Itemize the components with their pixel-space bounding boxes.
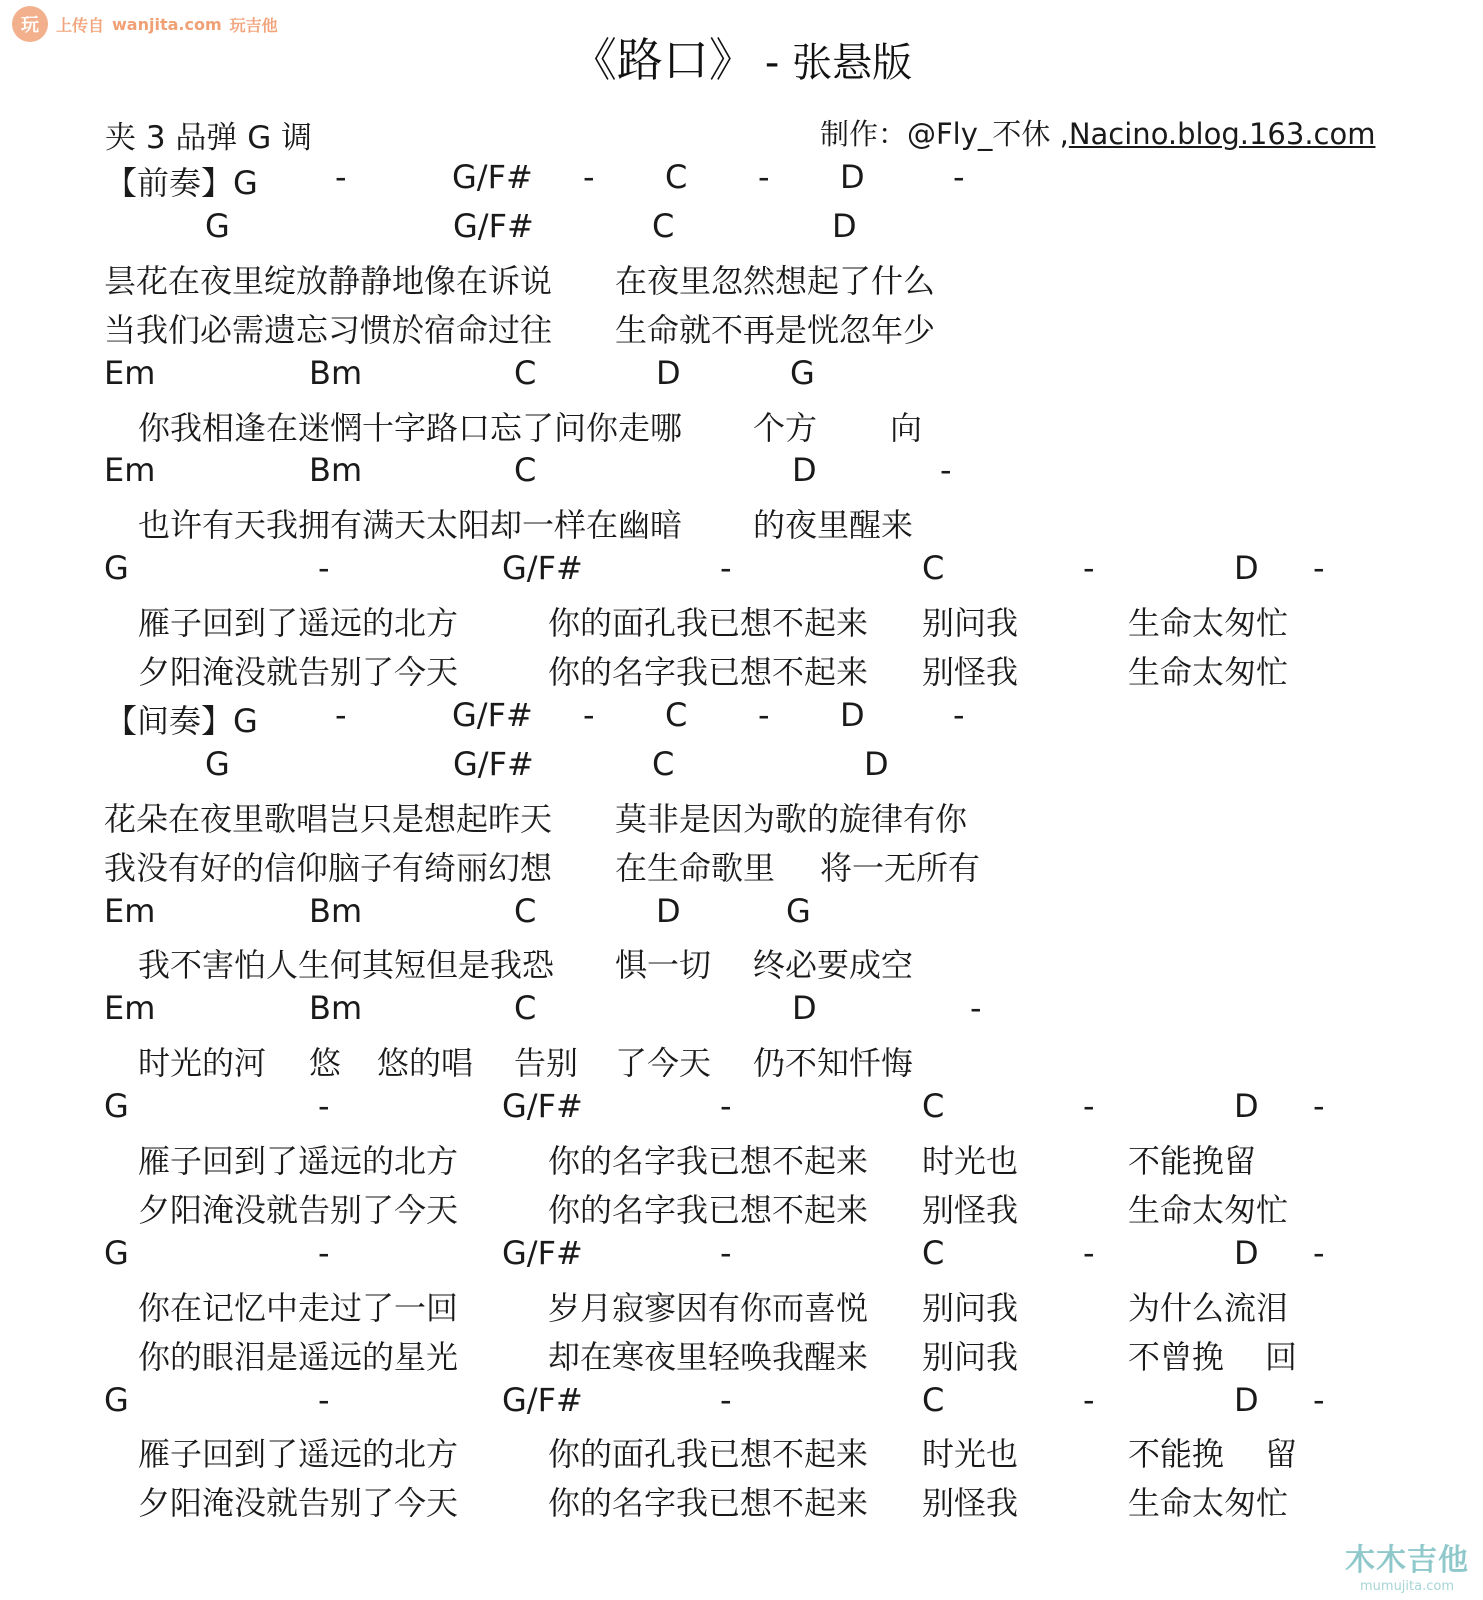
capo-info: 夹 3 品弹 G 调 bbox=[105, 120, 313, 156]
watermark-brand: 玩吉他 bbox=[229, 15, 278, 35]
chord-line bbox=[0, 451, 1483, 497]
lyric-segment: 你的面孔我已想不起来 bbox=[548, 604, 869, 643]
chord-symbol: - bbox=[1313, 549, 1325, 588]
chord-line bbox=[0, 696, 1483, 742]
lyric-segment: 雁子回到了遥远的北方 bbox=[138, 1435, 459, 1474]
chord-symbol: - bbox=[720, 1087, 732, 1126]
chord-symbol: G/F# bbox=[502, 1233, 583, 1272]
lyric-segment: 悠 bbox=[309, 1044, 342, 1083]
lyric-line bbox=[0, 940, 1483, 986]
chord-symbol: G bbox=[104, 1087, 129, 1126]
chord-symbol: C bbox=[514, 989, 537, 1028]
credit-info bbox=[820, 112, 1375, 153]
chord-symbol: - bbox=[970, 989, 982, 1028]
lyric-line bbox=[0, 500, 1483, 546]
chord-symbol: - bbox=[583, 695, 595, 734]
credit-text: 制作：@Fly_不休 , bbox=[820, 117, 1069, 151]
lyric-segment: 夕阳淹没就告别了今天 bbox=[138, 1190, 459, 1229]
chord-line bbox=[0, 1381, 1483, 1427]
lyric-line bbox=[0, 647, 1483, 693]
lyric-segment: 了今天 bbox=[615, 1044, 712, 1083]
lyric-segment: 你的名字我已想不起来 bbox=[548, 1484, 869, 1523]
chord-symbol: - bbox=[1313, 1233, 1325, 1272]
chord-symbol: D bbox=[792, 989, 817, 1028]
chord-symbol: G bbox=[104, 549, 129, 588]
lyric-segment: 的夜里醒来 bbox=[753, 506, 914, 545]
lyric-segment: 不曾挽 bbox=[1128, 1337, 1225, 1376]
chord-symbol: D bbox=[1234, 1380, 1259, 1419]
chord-symbol: D bbox=[656, 353, 681, 392]
watermark-site: wanjita.com bbox=[112, 14, 222, 34]
chord-line bbox=[0, 549, 1483, 595]
lyric-segment: 也许有天我拥有满天太阳却一样在幽暗 bbox=[138, 506, 683, 545]
chord-symbol: C bbox=[514, 891, 537, 930]
chord-symbol: - bbox=[1083, 1087, 1095, 1126]
chord-symbol: G bbox=[205, 744, 230, 783]
chord-symbol: - bbox=[953, 158, 965, 196]
upload-label: 上传自 bbox=[56, 15, 105, 35]
lyric-segment: 你的眼泪是遥远的星光 bbox=[138, 1337, 459, 1376]
lyric-segment: 夕阳淹没就告别了今天 bbox=[138, 1484, 459, 1523]
title-subtitle: - 张悬版 bbox=[764, 40, 913, 86]
chord-symbol: Em bbox=[104, 451, 156, 490]
lyric-segment: 时光的河 bbox=[138, 1044, 267, 1083]
lyric-segment: 为什么流泪 bbox=[1128, 1288, 1289, 1327]
lyric-segment: 莫非是因为歌的旋律有你 bbox=[615, 799, 968, 838]
chord-symbol: C bbox=[922, 1087, 945, 1126]
chord-symbol: G/F# bbox=[452, 695, 533, 734]
chord-symbol: G/F# bbox=[502, 1087, 583, 1126]
chord-symbol: G/F# bbox=[502, 1380, 583, 1419]
lyric-line bbox=[0, 1136, 1483, 1182]
chord-symbol: Em bbox=[104, 891, 156, 930]
lyric-segment: 时光也 bbox=[922, 1142, 1019, 1180]
lyric-segment: 不能挽留 bbox=[1128, 1142, 1257, 1180]
lyric-segment: 生命太匆忙 bbox=[1128, 1484, 1289, 1523]
lyric-segment: 生命太匆忙 bbox=[1128, 604, 1289, 643]
chord-symbol: - bbox=[318, 549, 330, 588]
lyric-segment: 仍不知忏悔 bbox=[753, 1044, 914, 1083]
lyric-segment: 却在寒夜里轻唤我醒来 bbox=[548, 1337, 869, 1376]
title-text: 《路口》 bbox=[570, 33, 755, 87]
lyric-line bbox=[0, 1185, 1483, 1231]
lyric-segment: 回 bbox=[1265, 1337, 1298, 1376]
lyric-line bbox=[0, 843, 1483, 889]
chord-symbol: Bm bbox=[309, 353, 363, 392]
lyric-segment: 别问我 bbox=[922, 604, 1019, 643]
lyric-segment: 时光也 bbox=[922, 1435, 1019, 1474]
chord-line bbox=[0, 892, 1483, 938]
chord-symbol: G bbox=[104, 1380, 129, 1419]
chord-symbol: - bbox=[1083, 1233, 1095, 1272]
chord-symbol: D bbox=[1234, 1087, 1259, 1126]
chord-symbol: 【前奏】G bbox=[105, 164, 258, 202]
lyric-segment: 在生命歌里 bbox=[615, 848, 776, 887]
corner-logo-url: mumujita.com bbox=[1360, 1579, 1454, 1594]
song-title bbox=[0, 24, 1483, 90]
chord-symbol: - bbox=[335, 158, 347, 196]
lyric-line bbox=[0, 256, 1483, 302]
chord-symbol: Bm bbox=[309, 451, 363, 490]
lyric-segment: 不能挽 bbox=[1128, 1435, 1225, 1474]
chord-symbol: - bbox=[1313, 1380, 1325, 1419]
lyric-line bbox=[0, 598, 1483, 644]
lyric-segment: 个方 bbox=[753, 408, 818, 447]
lyric-segment: 你的面孔我已想不起来 bbox=[548, 1435, 869, 1474]
lyric-segment: 你的名字我已想不起来 bbox=[548, 653, 869, 691]
chord-line bbox=[0, 1087, 1483, 1133]
chord-symbol: Em bbox=[104, 353, 156, 392]
lyric-segment: 告别 bbox=[514, 1044, 579, 1083]
chord-symbol: Bm bbox=[309, 989, 363, 1028]
lyric-segment: 你在记忆中走过了一回 bbox=[138, 1288, 459, 1327]
lyric-segment: 生命太匆忙 bbox=[1128, 653, 1289, 691]
chord-symbol: C bbox=[922, 1380, 945, 1419]
lyric-segment: 你我相逢在迷惘十字路口忘了问你走哪 bbox=[138, 408, 683, 447]
chord-symbol: - bbox=[720, 1233, 732, 1272]
chord-symbol: C bbox=[665, 158, 688, 196]
chord-symbol: D bbox=[656, 891, 681, 930]
chord-symbol: - bbox=[953, 695, 965, 734]
lyric-line bbox=[0, 1332, 1483, 1378]
chord-symbol: D bbox=[840, 158, 865, 196]
chord-symbol: C bbox=[922, 1233, 945, 1272]
chord-symbol: Em bbox=[104, 989, 156, 1028]
chord-symbol: G/F# bbox=[453, 206, 534, 245]
chord-symbol: - bbox=[720, 1380, 732, 1419]
lyric-line bbox=[0, 1478, 1483, 1524]
chord-line bbox=[0, 1234, 1483, 1280]
chord-symbol: - bbox=[758, 158, 770, 196]
chord-symbol: - bbox=[318, 1233, 330, 1272]
chord-symbol: C bbox=[652, 206, 675, 245]
chord-symbol: G bbox=[205, 206, 230, 245]
chord-symbol: G bbox=[786, 891, 811, 930]
lyric-segment: 岁月寂寥因有你而喜悦 bbox=[548, 1288, 869, 1327]
chord-symbol: G bbox=[104, 1233, 129, 1272]
lyric-line bbox=[0, 305, 1483, 351]
lyric-segment: 我没有好的信仰脑子有绮丽幻想 bbox=[104, 848, 553, 887]
chord-symbol: G bbox=[790, 353, 815, 392]
lyric-segment: 惧一切 bbox=[615, 946, 712, 985]
lyric-segment: 你的名字我已想不起来 bbox=[548, 1142, 869, 1180]
lyric-segment: 当我们必需遗忘习惯於宿命过往 bbox=[104, 310, 553, 349]
chord-symbol: - bbox=[583, 158, 595, 196]
chord-line bbox=[0, 354, 1483, 400]
chord-symbol: D bbox=[864, 744, 889, 783]
lyric-segment: 将一无所有 bbox=[820, 848, 981, 887]
chord-symbol: D bbox=[1234, 549, 1259, 588]
corner-watermark bbox=[1345, 1535, 1469, 1594]
chord-symbol: - bbox=[1313, 1087, 1325, 1126]
lyric-segment: 生命就不再是恍忽年少 bbox=[615, 310, 936, 349]
lyric-segment: 昙花在夜里绽放静静地像在诉说 bbox=[104, 261, 553, 300]
lyric-segment: 别怪我 bbox=[922, 1190, 1019, 1229]
lyric-segment: 悠的唱 bbox=[377, 1044, 474, 1083]
chord-symbol: - bbox=[720, 549, 732, 588]
lyric-line bbox=[0, 403, 1483, 449]
chord-symbol: - bbox=[318, 1380, 330, 1419]
lyric-segment: 夕阳淹没就告别了今天 bbox=[138, 653, 459, 691]
lyric-segment: 雁子回到了遥远的北方 bbox=[138, 1142, 459, 1180]
lyric-line bbox=[0, 794, 1483, 840]
lyric-line bbox=[0, 1038, 1483, 1084]
lyric-segment: 别问我 bbox=[922, 1337, 1019, 1376]
wanjita-logo-icon: 玩 bbox=[12, 6, 48, 42]
lyric-line bbox=[0, 1283, 1483, 1329]
lyric-segment: 别怪我 bbox=[922, 653, 1019, 691]
lyric-segment: 别问我 bbox=[922, 1288, 1019, 1327]
chord-symbol: C bbox=[514, 353, 537, 392]
chord-symbol: - bbox=[318, 1087, 330, 1126]
chord-symbol: G/F# bbox=[453, 744, 534, 783]
chord-line bbox=[0, 989, 1483, 1035]
chord-symbol: 【间奏】G bbox=[105, 701, 258, 740]
chord-line bbox=[0, 158, 1483, 204]
chord-symbol: C bbox=[665, 695, 688, 734]
chord-symbol: G/F# bbox=[452, 158, 533, 196]
corner-logo-text: 木木吉他 bbox=[1345, 1543, 1469, 1578]
chord-symbol: - bbox=[1083, 1380, 1095, 1419]
lyric-segment: 花朵在夜里歌唱岂只是想起昨天 bbox=[104, 799, 553, 838]
lyric-segment: 终必要成空 bbox=[753, 946, 914, 985]
chord-symbol: D bbox=[840, 695, 865, 734]
chord-symbol: D bbox=[832, 206, 857, 245]
lyric-segment: 雁子回到了遥远的北方 bbox=[138, 604, 459, 643]
lyric-line bbox=[0, 1429, 1483, 1475]
chord-symbol: D bbox=[1234, 1233, 1259, 1272]
lyric-segment: 生命太匆忙 bbox=[1128, 1190, 1289, 1229]
chord-symbol: - bbox=[940, 451, 952, 490]
chord-symbol: G/F# bbox=[502, 549, 583, 588]
lyric-segment: 留 bbox=[1265, 1435, 1298, 1474]
chord-symbol: Bm bbox=[309, 891, 363, 930]
lyric-segment: 向 bbox=[890, 408, 923, 447]
chord-symbol: - bbox=[335, 695, 347, 734]
chord-line bbox=[0, 207, 1483, 253]
chord-symbol: - bbox=[758, 695, 770, 734]
chord-line bbox=[0, 745, 1483, 791]
lyric-segment: 我不害怕人生何其短但是我恐 bbox=[138, 946, 555, 985]
chord-symbol: C bbox=[922, 549, 945, 588]
lyric-segment: 你的名字我已想不起来 bbox=[548, 1190, 869, 1229]
chord-symbol: C bbox=[514, 451, 537, 490]
lyric-segment: 别怪我 bbox=[922, 1484, 1019, 1523]
chord-symbol: D bbox=[792, 451, 817, 490]
credit-link[interactable]: Nacino.blog.163.com bbox=[1068, 117, 1376, 151]
lyric-segment: 在夜里忽然想起了什么 bbox=[615, 261, 936, 300]
chord-symbol: - bbox=[1083, 549, 1095, 588]
chord-symbol: C bbox=[652, 744, 675, 783]
